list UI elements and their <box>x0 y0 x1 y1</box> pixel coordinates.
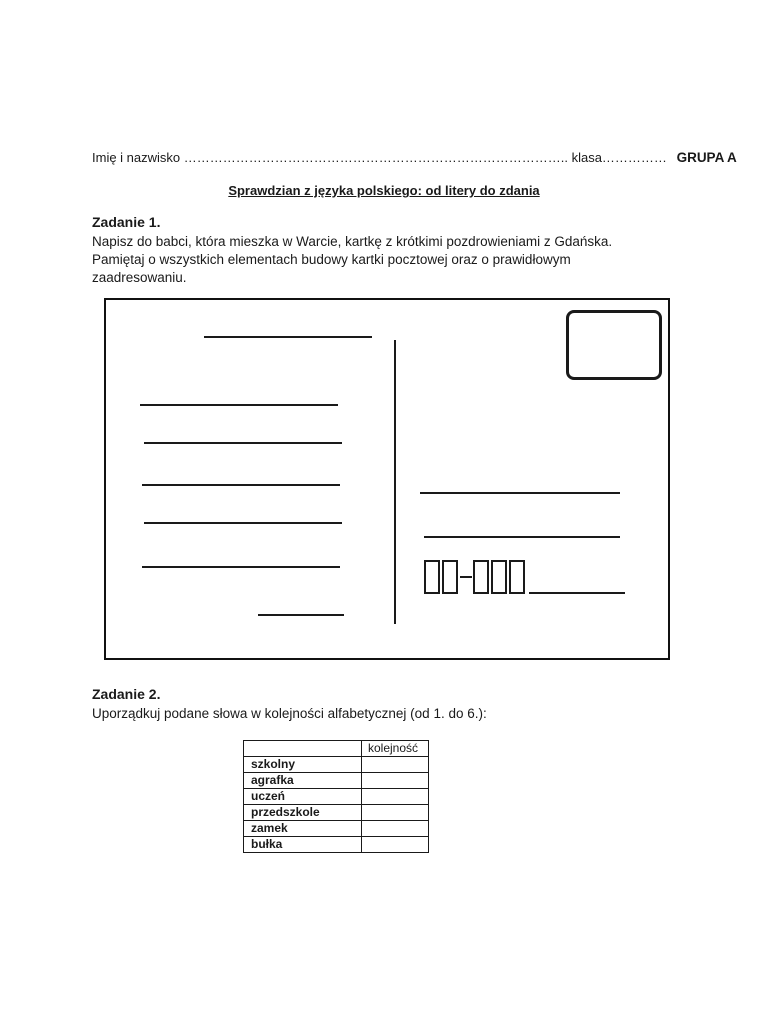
postcard-message-line <box>142 484 340 486</box>
postal-code-box <box>509 560 525 594</box>
table-row <box>244 773 429 789</box>
postcard-message-line <box>140 404 338 406</box>
order-input-cell[interactable] <box>362 837 429 853</box>
stamp-box <box>566 310 662 380</box>
postal-code-box <box>424 560 440 594</box>
table-row <box>244 757 429 773</box>
postal-code-box <box>473 560 489 594</box>
table-row <box>244 789 429 805</box>
postal-code-dash <box>460 576 472 578</box>
word-cell: agrafka <box>244 773 362 789</box>
order-input-cell[interactable] <box>362 805 429 821</box>
order-input-cell[interactable] <box>362 789 429 805</box>
postcard-signature-line <box>258 614 344 616</box>
order-input-cell[interactable] <box>362 821 429 837</box>
table-row <box>244 805 429 821</box>
task1-line: zaadresowaniu. <box>92 270 187 285</box>
task1-line: Napisz do babci, która mieszka w Warcie, kartkę z krótkimi pozdrowieniami z Gdańska. <box>92 234 613 249</box>
postcard-divider <box>394 340 396 624</box>
word-cell: bułka <box>244 837 362 853</box>
word-cell: zamek <box>244 821 362 837</box>
task2-heading: Zadanie 2. <box>92 686 161 702</box>
postal-code-box <box>491 560 507 594</box>
order-input-cell[interactable] <box>362 773 429 789</box>
postcard-template <box>104 298 670 660</box>
alphabetical-order-table <box>243 740 429 853</box>
task2-instruction: Uporządkuj podane słowa w kolejności alfabetycznej (od 1. do 6.): <box>92 706 487 721</box>
postcard-place-date-line <box>204 336 372 338</box>
word-cell: szkolny <box>244 757 362 773</box>
table-header-row <box>244 741 429 757</box>
address-line <box>420 492 620 494</box>
group-label: GRUPA A <box>676 150 737 165</box>
task1-line: Pamiętaj o wszystkich elementach budowy kartki pocztowej oraz o prawidłowym <box>92 252 571 267</box>
word-cell: przedszkole <box>244 805 362 821</box>
page-title: Sprawdzian z języka polskiego: od litery do zdania <box>228 183 540 198</box>
postcard-message-line <box>144 442 342 444</box>
table-row <box>244 837 429 853</box>
postal-code-boxes <box>424 560 625 594</box>
order-input-cell[interactable] <box>362 757 429 773</box>
address-line <box>424 536 620 538</box>
task1-heading: Zadanie 1. <box>92 214 161 230</box>
postcard-message-line <box>142 566 340 568</box>
name-class-line <box>92 150 737 165</box>
postcard-message-line <box>144 522 342 524</box>
table-row <box>244 821 429 837</box>
postal-code-box <box>442 560 458 594</box>
task1-instructions <box>92 233 612 287</box>
name-label: Imię i nazwisko …………………………………………………………………………….. klasa…………… <box>92 150 667 165</box>
city-line <box>529 592 625 594</box>
table-cell <box>244 741 362 757</box>
order-column-header: kolejność <box>362 741 429 757</box>
word-cell: uczeń <box>244 789 362 805</box>
